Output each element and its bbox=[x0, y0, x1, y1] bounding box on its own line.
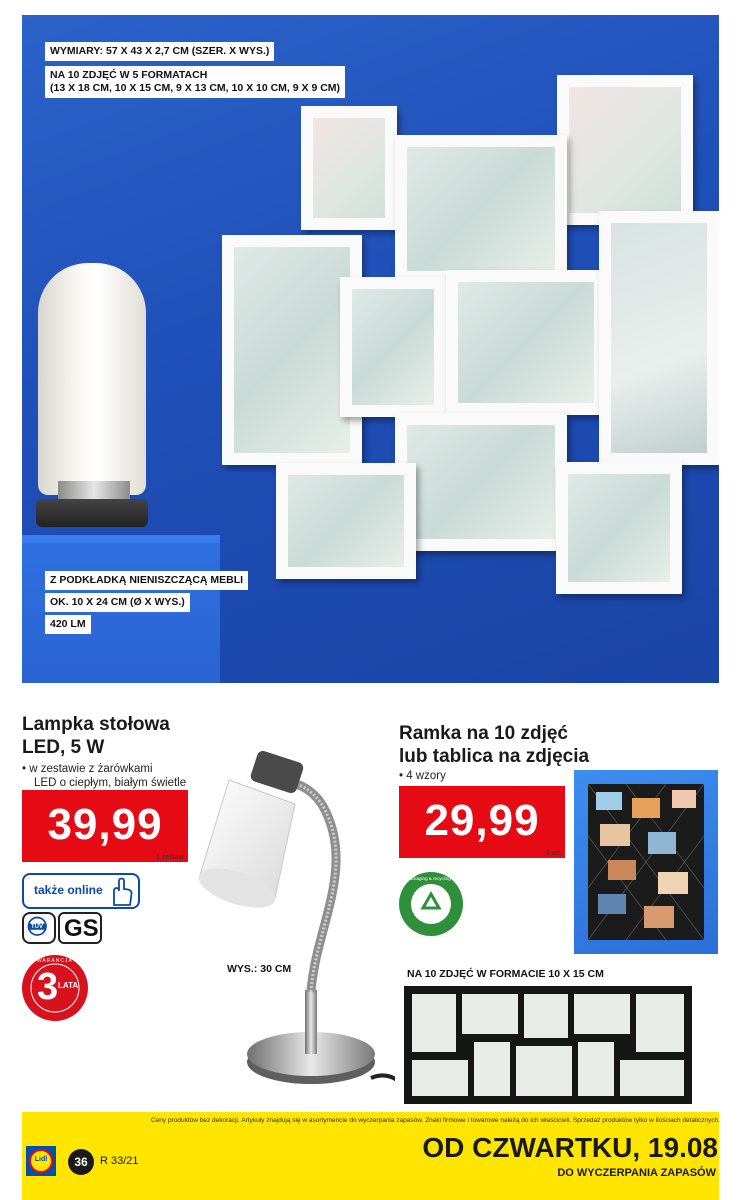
photo-frame bbox=[557, 75, 693, 225]
photo-frame bbox=[340, 277, 446, 417]
week-code: R 33/21 bbox=[100, 1155, 139, 1167]
lidl-logo-icon bbox=[26, 1146, 56, 1176]
shelf bbox=[22, 543, 220, 683]
tuv-label: TÜV bbox=[31, 924, 43, 930]
eco-label: packaging & recycling bbox=[407, 876, 451, 881]
photo-frame bbox=[599, 211, 719, 465]
frame-price-box bbox=[399, 786, 565, 858]
lamp-unit: 1 zestaw bbox=[156, 854, 184, 861]
frame-title-line2: lub tablica na zdjęcia bbox=[399, 746, 590, 767]
fine-print: Ceny produktów bez dekoracji. Artykuły znajdują się w asortymencie do wyczerpania zapasów. Znaki firmowe i towarowe należą do ich właścicieli. Sprzedaż produktów tylko w ilościach detalicznych. bbox=[150, 1117, 720, 1124]
tag-pad: Z PODKŁADKĄ NIENISZCZĄCĄ MEBLI bbox=[45, 571, 248, 590]
lamp-bullet-line1: • w zestawie z żarówkami bbox=[22, 763, 153, 775]
lamp-title bbox=[22, 713, 170, 759]
pointer-hand-icon bbox=[106, 877, 134, 907]
tag-size: OK. 10 X 24 CM (Ø X WYS.) bbox=[45, 593, 190, 612]
mini-frames-image bbox=[404, 986, 692, 1104]
tag-photos bbox=[45, 66, 345, 98]
photo-lamp-base bbox=[58, 481, 130, 501]
lamp-title-line1: Lampka stołowa bbox=[22, 714, 170, 735]
gs-label: GS bbox=[64, 915, 99, 942]
tag-photos-line2: (13 X 18 CM, 10 X 15 CM, 9 X 13 CM, 10 X 10 CM, 9 X 9 CM) bbox=[50, 82, 341, 94]
photo-frame bbox=[276, 463, 416, 579]
recycling-icon bbox=[399, 872, 463, 936]
mini-frames-label: NA 10 ZDJĘĆ W FORMACIE 10 X 15 CM bbox=[407, 968, 604, 980]
lamp-height-label: WYS.: 30 CM bbox=[227, 963, 292, 975]
date-headline: OD CZWARTKU, 19.08 bbox=[422, 1132, 718, 1163]
tag-lumen: 420 LM bbox=[45, 615, 91, 634]
lamp-price-box bbox=[22, 790, 188, 862]
tag-photos-line1: NA 10 ZDJĘĆ W 5 FORMATACH bbox=[50, 69, 208, 81]
photo-lamp-plate bbox=[36, 499, 148, 527]
gs-cert-icon bbox=[58, 912, 102, 944]
photo-frame bbox=[556, 462, 682, 594]
lamp-bullet bbox=[22, 762, 186, 790]
lamp-title-line2: LED, 5 W bbox=[22, 737, 105, 758]
photo-frame bbox=[301, 106, 397, 230]
online-button[interactable] bbox=[22, 873, 140, 909]
photo-lamp-shade bbox=[38, 263, 146, 495]
frame-title-line1: Ramka na 10 zdjęć bbox=[399, 723, 568, 744]
photo-frame bbox=[446, 270, 606, 415]
frame-unit: 1 szt. bbox=[546, 850, 563, 857]
tuv-cert-icon bbox=[22, 912, 56, 944]
frame-price: 29,99 bbox=[424, 796, 540, 845]
lamp-price: 39,99 bbox=[47, 800, 163, 849]
warranty-years: LATA bbox=[58, 981, 79, 990]
warranty-ring-label: GWARANCJA bbox=[32, 958, 73, 964]
tag-dimensions: WYMIARY: 57 X 43 X 2,7 CM (SZER. X WYS.) bbox=[45, 42, 274, 61]
page-number: 36 bbox=[68, 1149, 94, 1175]
lamp-bullet-line2: LED o ciepłym, białym świetle bbox=[34, 777, 187, 789]
desk-lamp-illustration bbox=[185, 750, 395, 1095]
photo-board-image bbox=[574, 770, 718, 954]
frame-title bbox=[399, 722, 589, 768]
date-subline: DO WYCZERPANIA ZAPASÓW bbox=[557, 1167, 716, 1179]
photo-frame bbox=[395, 413, 567, 551]
warranty-number: 3 bbox=[37, 966, 59, 1008]
warranty-seal-icon bbox=[22, 955, 88, 1021]
online-label: także online bbox=[34, 883, 103, 897]
frame-bullet: • 4 wzory bbox=[399, 770, 446, 782]
lidl-logo-text: Lidl bbox=[34, 1156, 48, 1163]
photo-frame bbox=[395, 135, 567, 283]
